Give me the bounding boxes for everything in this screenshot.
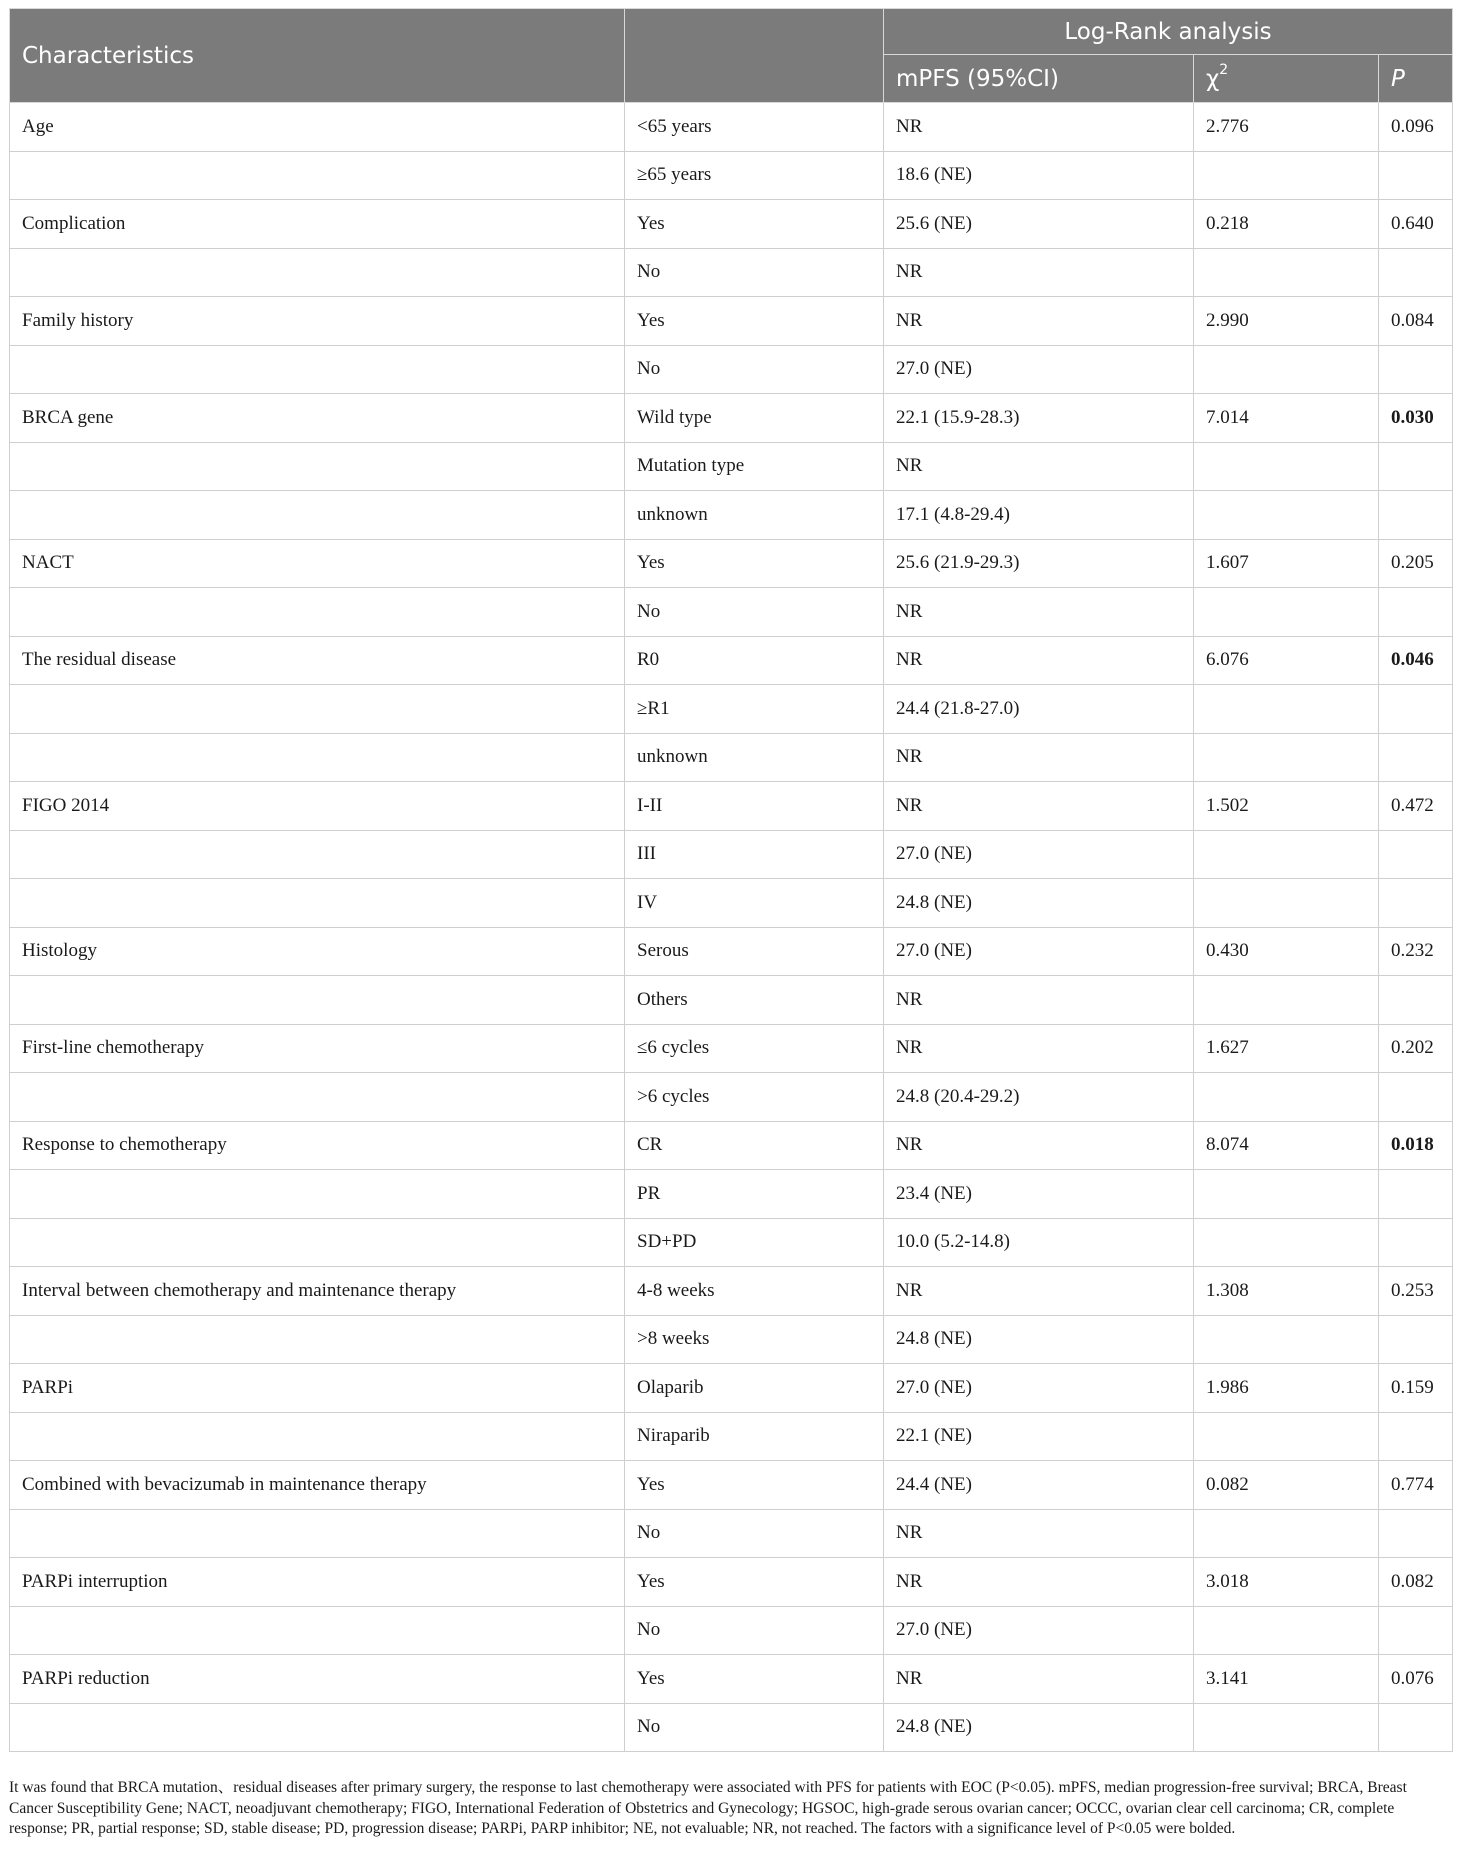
cell-chi-square bbox=[1194, 248, 1379, 297]
cell-characteristic: First-line chemotherapy bbox=[10, 1024, 625, 1073]
cell-chi-square: 0.082 bbox=[1194, 1461, 1379, 1510]
cell-p-value bbox=[1379, 248, 1453, 297]
table-row bbox=[10, 1606, 1453, 1655]
cell-p-value: 0.159 bbox=[1379, 1364, 1453, 1413]
cell-level: IV bbox=[625, 879, 884, 928]
header-p-value: P bbox=[1379, 55, 1453, 103]
cell-mpfs: 27.0 (NE) bbox=[884, 1364, 1194, 1413]
cell-p-value: 0.030 bbox=[1379, 394, 1453, 443]
cell-level: Yes bbox=[625, 297, 884, 346]
header-characteristics: Characteristics bbox=[10, 9, 625, 103]
cell-chi-square bbox=[1194, 1509, 1379, 1558]
cell-mpfs: NR bbox=[884, 976, 1194, 1025]
cell-p-value: 0.082 bbox=[1379, 1558, 1453, 1607]
cell-chi-square bbox=[1194, 1315, 1379, 1364]
cell-characteristic: Age bbox=[10, 103, 625, 152]
cell-characteristic bbox=[10, 151, 625, 200]
cell-p-value bbox=[1379, 685, 1453, 734]
table-row bbox=[10, 394, 1453, 443]
cell-p-value: 0.202 bbox=[1379, 1024, 1453, 1073]
table-row bbox=[10, 879, 1453, 928]
cell-mpfs: 27.0 (NE) bbox=[884, 1606, 1194, 1655]
cell-characteristic bbox=[10, 1703, 625, 1752]
cell-characteristic bbox=[10, 1315, 625, 1364]
header-level bbox=[625, 9, 884, 103]
cell-p-value bbox=[1379, 345, 1453, 394]
table-row bbox=[10, 976, 1453, 1025]
cell-p-value bbox=[1379, 151, 1453, 200]
table-row bbox=[10, 1218, 1453, 1267]
cell-characteristic bbox=[10, 733, 625, 782]
cell-mpfs: 18.6 (NE) bbox=[884, 151, 1194, 200]
cell-chi-square bbox=[1194, 879, 1379, 928]
cell-characteristic: Histology bbox=[10, 927, 625, 976]
table-row bbox=[10, 442, 1453, 491]
table-row bbox=[10, 539, 1453, 588]
cell-mpfs: 10.0 (5.2-14.8) bbox=[884, 1218, 1194, 1267]
cell-p-value bbox=[1379, 733, 1453, 782]
table-header bbox=[10, 9, 1453, 103]
cell-characteristic bbox=[10, 345, 625, 394]
table-row bbox=[10, 1315, 1453, 1364]
cell-chi-square: 2.990 bbox=[1194, 297, 1379, 346]
cell-p-value bbox=[1379, 491, 1453, 540]
cell-mpfs: 24.8 (NE) bbox=[884, 879, 1194, 928]
table-row bbox=[10, 1703, 1453, 1752]
table-container bbox=[9, 8, 1452, 1752]
cell-p-value bbox=[1379, 1606, 1453, 1655]
cell-characteristic: PARPi bbox=[10, 1364, 625, 1413]
cell-characteristic bbox=[10, 248, 625, 297]
table-row bbox=[10, 1073, 1453, 1122]
cell-mpfs: NR bbox=[884, 1558, 1194, 1607]
table-row bbox=[10, 1461, 1453, 1510]
cell-level: Olaparib bbox=[625, 1364, 884, 1413]
cell-mpfs: NR bbox=[884, 636, 1194, 685]
log-rank-table bbox=[9, 8, 1453, 1752]
cell-p-value: 0.774 bbox=[1379, 1461, 1453, 1510]
cell-characteristic: Family history bbox=[10, 297, 625, 346]
cell-level: III bbox=[625, 830, 884, 879]
cell-characteristic bbox=[10, 1412, 625, 1461]
header-log-rank-analysis: Log-Rank analysis bbox=[884, 9, 1453, 55]
cell-characteristic bbox=[10, 491, 625, 540]
cell-p-value bbox=[1379, 1412, 1453, 1461]
cell-characteristic: Response to chemotherapy bbox=[10, 1121, 625, 1170]
cell-mpfs: NR bbox=[884, 1121, 1194, 1170]
cell-mpfs: 25.6 (NE) bbox=[884, 200, 1194, 249]
cell-level: Yes bbox=[625, 1558, 884, 1607]
cell-level: No bbox=[625, 1509, 884, 1558]
cell-chi-square: 1.502 bbox=[1194, 782, 1379, 831]
cell-characteristic bbox=[10, 588, 625, 637]
cell-chi-square: 0.430 bbox=[1194, 927, 1379, 976]
header-mpfs: mPFS (95%CI) bbox=[884, 55, 1194, 103]
cell-chi-square bbox=[1194, 1218, 1379, 1267]
cell-characteristic: NACT bbox=[10, 539, 625, 588]
cell-characteristic: FIGO 2014 bbox=[10, 782, 625, 831]
cell-p-value bbox=[1379, 976, 1453, 1025]
cell-p-value: 0.096 bbox=[1379, 103, 1453, 152]
table-row bbox=[10, 1558, 1453, 1607]
cell-chi-square bbox=[1194, 588, 1379, 637]
cell-characteristic bbox=[10, 685, 625, 734]
cell-level: >8 weeks bbox=[625, 1315, 884, 1364]
cell-p-value: 0.253 bbox=[1379, 1267, 1453, 1316]
cell-characteristic: PARPi reduction bbox=[10, 1655, 625, 1704]
cell-mpfs: NR bbox=[884, 588, 1194, 637]
cell-mpfs: NR bbox=[884, 733, 1194, 782]
table-row bbox=[10, 1364, 1453, 1413]
cell-chi-square: 1.986 bbox=[1194, 1364, 1379, 1413]
cell-p-value bbox=[1379, 442, 1453, 491]
cell-chi-square: 1.627 bbox=[1194, 1024, 1379, 1073]
cell-characteristic bbox=[10, 442, 625, 491]
cell-mpfs: NR bbox=[884, 1509, 1194, 1558]
chi-symbol: χ bbox=[1206, 65, 1220, 92]
table-row bbox=[10, 830, 1453, 879]
cell-mpfs: 22.1 (15.9-28.3) bbox=[884, 394, 1194, 443]
cell-level: unknown bbox=[625, 491, 884, 540]
cell-characteristic: The residual disease bbox=[10, 636, 625, 685]
cell-level: unknown bbox=[625, 733, 884, 782]
cell-p-value: 0.084 bbox=[1379, 297, 1453, 346]
table-row bbox=[10, 782, 1453, 831]
table-row bbox=[10, 733, 1453, 782]
cell-chi-square: 0.218 bbox=[1194, 200, 1379, 249]
cell-mpfs: NR bbox=[884, 442, 1194, 491]
cell-level: 4-8 weeks bbox=[625, 1267, 884, 1316]
cell-mpfs: 24.4 (NE) bbox=[884, 1461, 1194, 1510]
cell-chi-square: 2.776 bbox=[1194, 103, 1379, 152]
cell-chi-square bbox=[1194, 1412, 1379, 1461]
cell-level: Yes bbox=[625, 1655, 884, 1704]
cell-mpfs: 23.4 (NE) bbox=[884, 1170, 1194, 1219]
cell-p-value bbox=[1379, 1703, 1453, 1752]
table-row bbox=[10, 200, 1453, 249]
table-row bbox=[10, 297, 1453, 346]
cell-chi-square: 8.074 bbox=[1194, 1121, 1379, 1170]
cell-level: PR bbox=[625, 1170, 884, 1219]
cell-p-value bbox=[1379, 1218, 1453, 1267]
cell-characteristic bbox=[10, 1170, 625, 1219]
table-row bbox=[10, 491, 1453, 540]
cell-chi-square: 1.607 bbox=[1194, 539, 1379, 588]
cell-mpfs: 27.0 (NE) bbox=[884, 927, 1194, 976]
table-row bbox=[10, 1655, 1453, 1704]
cell-mpfs: 22.1 (NE) bbox=[884, 1412, 1194, 1461]
cell-p-value: 0.046 bbox=[1379, 636, 1453, 685]
cell-chi-square bbox=[1194, 685, 1379, 734]
cell-characteristic bbox=[10, 1073, 625, 1122]
cell-mpfs: NR bbox=[884, 1267, 1194, 1316]
table-row bbox=[10, 1412, 1453, 1461]
cell-characteristic: Combined with bevacizumab in maintenance therapy bbox=[10, 1461, 625, 1510]
cell-chi-square bbox=[1194, 1170, 1379, 1219]
cell-level: Wild type bbox=[625, 394, 884, 443]
cell-mpfs: NR bbox=[884, 782, 1194, 831]
cell-chi-square bbox=[1194, 1606, 1379, 1655]
cell-mpfs: NR bbox=[884, 103, 1194, 152]
cell-chi-square: 3.018 bbox=[1194, 1558, 1379, 1607]
cell-chi-square: 7.014 bbox=[1194, 394, 1379, 443]
cell-chi-square: 6.076 bbox=[1194, 636, 1379, 685]
cell-mpfs: NR bbox=[884, 297, 1194, 346]
cell-characteristic: PARPi interruption bbox=[10, 1558, 625, 1607]
cell-level: Niraparib bbox=[625, 1412, 884, 1461]
cell-level: No bbox=[625, 248, 884, 297]
cell-mpfs: NR bbox=[884, 1655, 1194, 1704]
cell-p-value bbox=[1379, 1170, 1453, 1219]
cell-mpfs: 25.6 (21.9-29.3) bbox=[884, 539, 1194, 588]
cell-chi-square: 3.141 bbox=[1194, 1655, 1379, 1704]
cell-characteristic: Complication bbox=[10, 200, 625, 249]
table-footnote: It was found that BRCA mutation、residual diseases after primary surgery, the response to last chemotherapy were associated with PFS for patients with EOC (P<0.05). mPFS, median progression-free survival; BRCA, Breast Cancer Susceptibility Gene; NACT, neoadjuvant chemotherapy; FIGO, International Federation of Obstetrics and Gynecology; HGSOC, high-grade serous ovarian cancer; OCCC, ovarian clear cell carcinoma; CR, complete response; PR, partial response; SD, stable disease; PD, progression disease; PARPi, PARP inhibitor; NE, not evaluable; NR, not reached. The factors with a significance level of P<0.05 were bolded. bbox=[9, 1779, 1407, 1837]
cell-mpfs: 27.0 (NE) bbox=[884, 830, 1194, 879]
cell-characteristic bbox=[10, 976, 625, 1025]
cell-mpfs: 24.4 (21.8-27.0) bbox=[884, 685, 1194, 734]
table-row bbox=[10, 151, 1453, 200]
cell-p-value: 0.640 bbox=[1379, 200, 1453, 249]
cell-p-value: 0.205 bbox=[1379, 539, 1453, 588]
table-row bbox=[10, 1267, 1453, 1316]
cell-chi-square: 1.308 bbox=[1194, 1267, 1379, 1316]
cell-p-value: 0.018 bbox=[1379, 1121, 1453, 1170]
cell-chi-square bbox=[1194, 830, 1379, 879]
cell-level: ≥R1 bbox=[625, 685, 884, 734]
cell-p-value bbox=[1379, 830, 1453, 879]
cell-mpfs: 27.0 (NE) bbox=[884, 345, 1194, 394]
cell-level: <65 years bbox=[625, 103, 884, 152]
cell-level: ≥65 years bbox=[625, 151, 884, 200]
cell-characteristic bbox=[10, 879, 625, 928]
cell-level: SD+PD bbox=[625, 1218, 884, 1267]
table-row bbox=[10, 1170, 1453, 1219]
cell-chi-square bbox=[1194, 1703, 1379, 1752]
table-row bbox=[10, 345, 1453, 394]
table-row bbox=[10, 927, 1453, 976]
cell-level: No bbox=[625, 588, 884, 637]
cell-p-value bbox=[1379, 588, 1453, 637]
cell-level: Others bbox=[625, 976, 884, 1025]
cell-chi-square bbox=[1194, 491, 1379, 540]
cell-characteristic bbox=[10, 830, 625, 879]
cell-level: ≤6 cycles bbox=[625, 1024, 884, 1073]
table-row bbox=[10, 588, 1453, 637]
cell-chi-square bbox=[1194, 442, 1379, 491]
cell-characteristic bbox=[10, 1606, 625, 1655]
cell-mpfs: 24.8 (20.4-29.2) bbox=[884, 1073, 1194, 1122]
chi-superscript: 2 bbox=[1219, 61, 1229, 78]
table-row bbox=[10, 248, 1453, 297]
cell-chi-square bbox=[1194, 151, 1379, 200]
cell-chi-square bbox=[1194, 733, 1379, 782]
cell-characteristic: BRCA gene bbox=[10, 394, 625, 443]
cell-characteristic bbox=[10, 1509, 625, 1558]
cell-chi-square bbox=[1194, 1073, 1379, 1122]
cell-p-value bbox=[1379, 1315, 1453, 1364]
cell-level: CR bbox=[625, 1121, 884, 1170]
table-body bbox=[10, 103, 1453, 1752]
cell-level: >6 cycles bbox=[625, 1073, 884, 1122]
cell-mpfs: 17.1 (4.8-29.4) bbox=[884, 491, 1194, 540]
header-chi-square bbox=[1194, 55, 1379, 103]
cell-level: No bbox=[625, 1703, 884, 1752]
cell-level: I-II bbox=[625, 782, 884, 831]
table-row bbox=[10, 636, 1453, 685]
cell-mpfs: NR bbox=[884, 248, 1194, 297]
cell-p-value: 0.472 bbox=[1379, 782, 1453, 831]
cell-p-value bbox=[1379, 1073, 1453, 1122]
cell-level: No bbox=[625, 345, 884, 394]
cell-mpfs: 24.8 (NE) bbox=[884, 1315, 1194, 1364]
cell-p-value bbox=[1379, 1509, 1453, 1558]
cell-level: No bbox=[625, 1606, 884, 1655]
table-row bbox=[10, 1024, 1453, 1073]
cell-level: Yes bbox=[625, 1461, 884, 1510]
cell-level: Yes bbox=[625, 539, 884, 588]
cell-mpfs: NR bbox=[884, 1024, 1194, 1073]
cell-characteristic: Interval between chemotherapy and maintenance therapy bbox=[10, 1267, 625, 1316]
cell-characteristic bbox=[10, 1218, 625, 1267]
cell-chi-square bbox=[1194, 976, 1379, 1025]
cell-level: Yes bbox=[625, 200, 884, 249]
cell-level: Serous bbox=[625, 927, 884, 976]
cell-mpfs: 24.8 (NE) bbox=[884, 1703, 1194, 1752]
table-row bbox=[10, 1121, 1453, 1170]
cell-p-value: 0.076 bbox=[1379, 1655, 1453, 1704]
cell-p-value: 0.232 bbox=[1379, 927, 1453, 976]
cell-p-value bbox=[1379, 879, 1453, 928]
cell-level: R0 bbox=[625, 636, 884, 685]
cell-level: Mutation type bbox=[625, 442, 884, 491]
table-row bbox=[10, 1509, 1453, 1558]
cell-chi-square bbox=[1194, 345, 1379, 394]
table-row bbox=[10, 103, 1453, 152]
table-row bbox=[10, 685, 1453, 734]
